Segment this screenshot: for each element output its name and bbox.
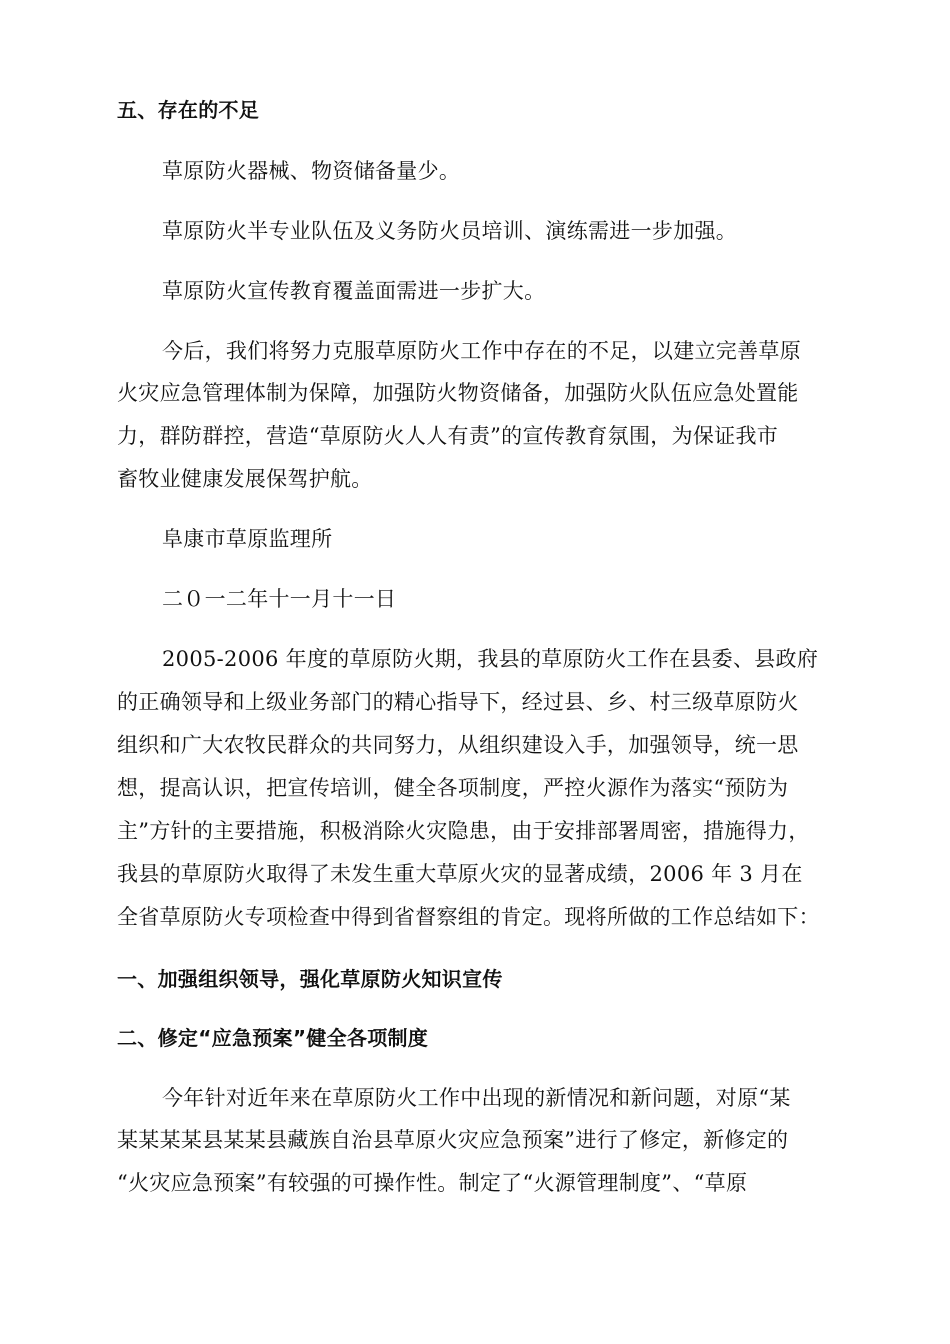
revision-paragraph-line: 某某某某县某某县藏族自治县草原火灾应急预案”进行了修定，新修定的 <box>117 1128 789 1152</box>
shortcoming-item: 草原防火半专业队伍及义务防火员培训、演练需进一步加强。 <box>162 219 738 243</box>
future-paragraph-line: 火灾应急管理体制为保障，加强防火物资储备，加强防火队伍应急处置能 <box>117 381 799 405</box>
signature-organization: 阜康市草原监理所 <box>162 527 333 551</box>
future-paragraph-line: 畜牧业健康发展保驾护航。 <box>117 467 373 491</box>
signature-date: 二０一二年十一月十一日 <box>162 587 397 611</box>
summary-paragraph-line: 全省草原防火专项检查中得到省督察组的肯定。现将所做的工作总结如下： <box>117 905 820 929</box>
section-heading-leadership: 一、加强组织领导，强化草原防火知识宣传 <box>117 967 503 991</box>
shortcoming-item: 草原防火器械、物资储备量少。 <box>162 159 461 183</box>
future-paragraph-line: 力，群防群控，营造“草原防火人人有责”的宣传教育氛围，为保证我市 <box>117 424 779 448</box>
section-heading-emergency-plan: 二、修定“应急预案”健全各项制度 <box>117 1026 429 1050</box>
future-paragraph-line: 今后，我们将努力克服草原防火工作中存在的不足，以建立完善草原 <box>162 339 801 363</box>
shortcoming-item: 草原防火宣传教育覆盖面需进一步扩大。 <box>162 279 546 303</box>
summary-paragraph-line: 2005-2006 年度的草原防火期，我县的草原防火工作在县委、县政府 <box>162 647 819 671</box>
summary-paragraph-line: 想，提高认识，把宣传培训，健全各项制度，严控火源作为落实“预防为 <box>117 776 789 800</box>
revision-paragraph-line: 今年针对近年来在草原防火工作中出现的新情况和新问题，对原“某 <box>162 1086 791 1110</box>
summary-paragraph-line: 的正确领导和上级业务部门的精心指导下，经过县、乡、村三级草原防火 <box>117 690 799 714</box>
summary-paragraph-line: 主”方针的主要措施，积极消除火灾隐患，由于安排部署周密，措施得力， <box>117 819 810 843</box>
revision-paragraph-line: “火灾应急预案”有较强的可操作性。制定了“火源管理制度”、“草原 <box>117 1171 748 1195</box>
summary-paragraph-line: 我县的草原防火取得了未发生重大草原火灾的显著成绩，2006 年 3 月在 <box>117 862 803 886</box>
section-heading-shortcomings: 五、存在的不足 <box>117 98 260 122</box>
summary-paragraph-line: 组织和广大农牧民群众的共同努力，从组织建设入手，加强领导，统一思 <box>117 733 799 757</box>
